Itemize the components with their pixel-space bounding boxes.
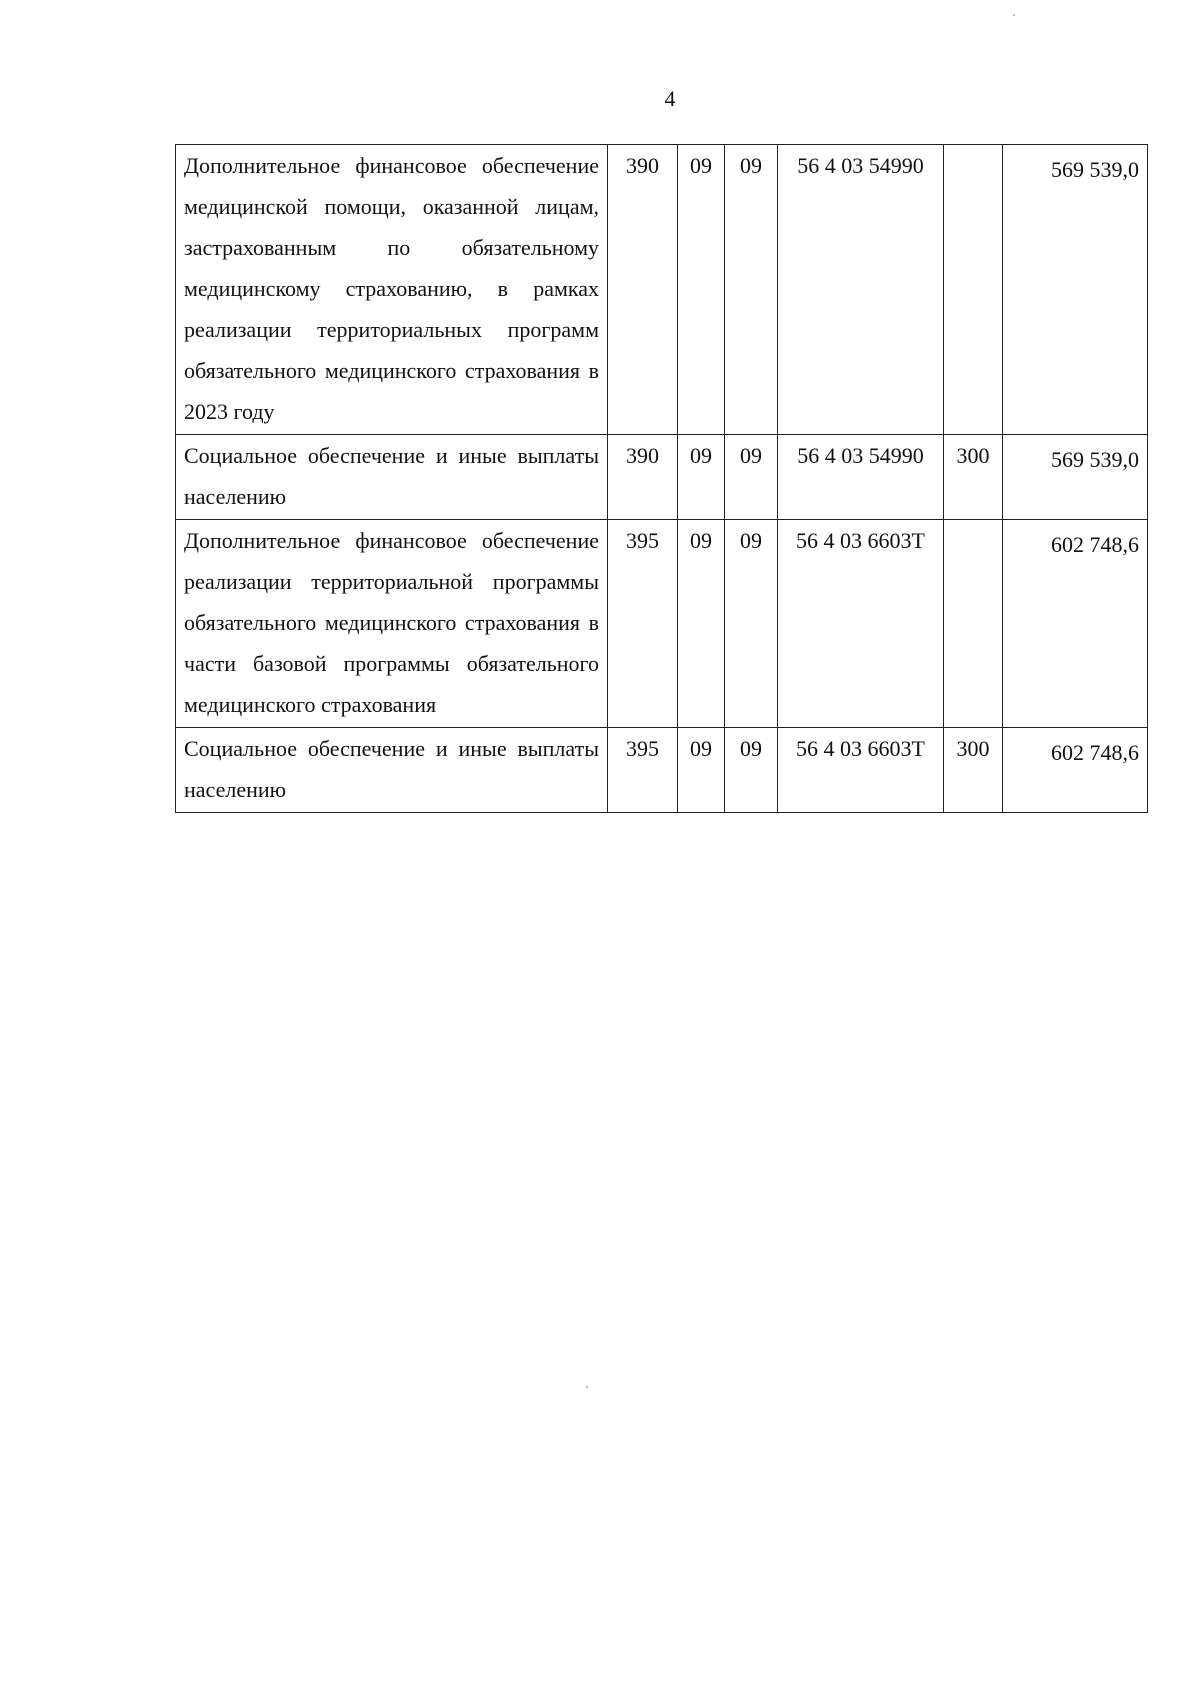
section-cell: 09 bbox=[678, 145, 725, 435]
ministry-code-cell: 395 bbox=[608, 728, 678, 813]
target-article-cell: 56 4 03 54990 bbox=[778, 435, 944, 520]
row-description: Социальное обеспечение и иные выплаты населению bbox=[176, 435, 608, 520]
ministry-code-cell: 390 bbox=[608, 145, 678, 435]
scan-speck bbox=[1013, 14, 1015, 16]
amount-cell: 602 748,6 bbox=[1003, 520, 1148, 728]
ministry-code-cell: 395 bbox=[608, 520, 678, 728]
row-description: Дополнительное финансовое обеспечение реализации территориальной программы обязательного медицинского страхования в части базовой программы обязательного медицинского страхования bbox=[176, 520, 608, 728]
expense-type-cell: 300 bbox=[944, 435, 1003, 520]
amount-cell: 569 539,0 bbox=[1003, 145, 1148, 435]
expense-type-cell bbox=[944, 520, 1003, 728]
row-description: Дополнительное финансовое обеспечение медицинской помощи, оказанной лицам, застрахованным по обязательному медицинскому страхованию, в рамках реализации территориальных программ обязательного медицинского страхования в 2023 году bbox=[176, 145, 608, 435]
amount-cell: 602 748,6 bbox=[1003, 728, 1148, 813]
page-number: 4 bbox=[664, 86, 676, 111]
subsection-cell: 09 bbox=[725, 145, 778, 435]
target-article-cell: 56 4 03 54990 bbox=[778, 145, 944, 435]
table-row bbox=[176, 728, 1148, 813]
expense-type-cell: 300 bbox=[944, 728, 1003, 813]
table-row bbox=[176, 145, 1148, 435]
expense-type-cell bbox=[944, 145, 1003, 435]
amount-cell: 569 539,0 bbox=[1003, 435, 1148, 520]
table-row bbox=[176, 435, 1148, 520]
row-description: Социальное обеспечение и иные выплаты населению bbox=[176, 728, 608, 813]
section-cell: 09 bbox=[678, 728, 725, 813]
section-cell: 09 bbox=[678, 435, 725, 520]
subsection-cell: 09 bbox=[725, 728, 778, 813]
scan-speck bbox=[586, 1386, 588, 1388]
target-article-cell: 56 4 03 6603Т bbox=[778, 520, 944, 728]
target-article-cell: 56 4 03 6603Т bbox=[778, 728, 944, 813]
budget-table bbox=[175, 144, 1148, 813]
ministry-code-cell: 390 bbox=[608, 435, 678, 520]
section-cell: 09 bbox=[678, 520, 725, 728]
table-row bbox=[176, 520, 1148, 728]
subsection-cell: 09 bbox=[725, 435, 778, 520]
subsection-cell: 09 bbox=[725, 520, 778, 728]
